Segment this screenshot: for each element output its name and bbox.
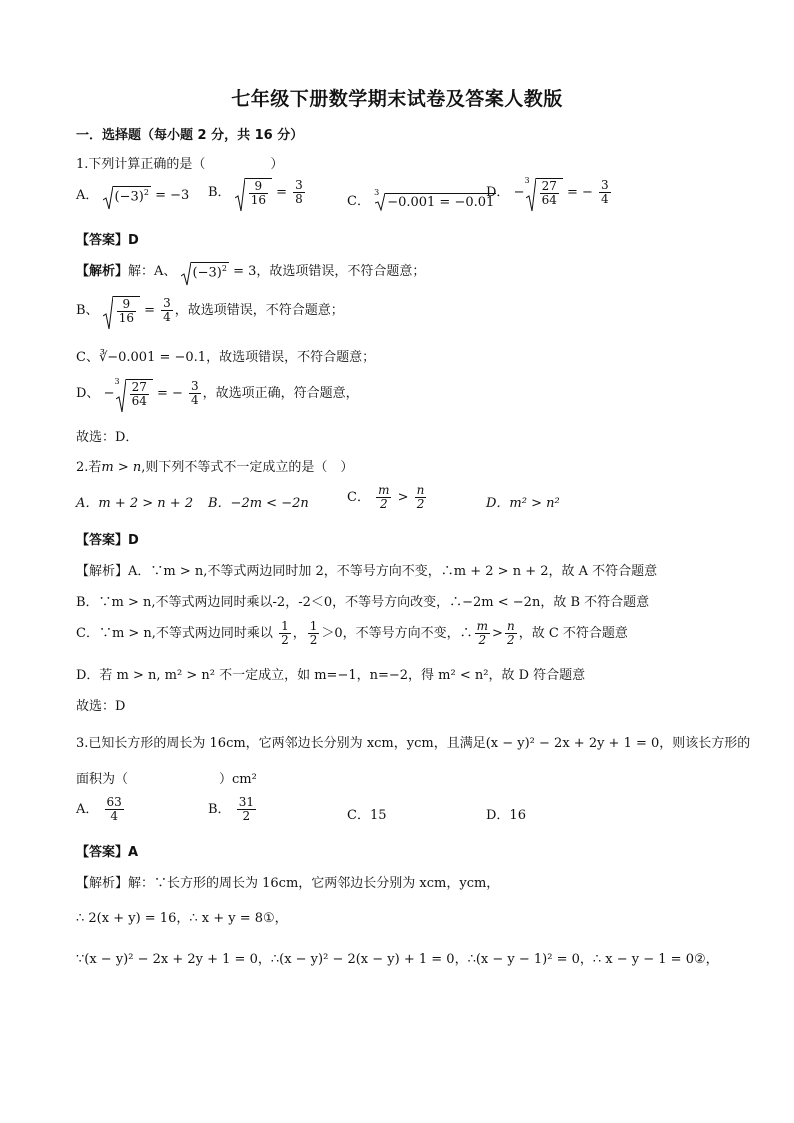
q1-option-b-label: B． bbox=[208, 185, 231, 201]
q1-option-a bbox=[76, 184, 189, 205]
q1-option-a-label: A． bbox=[76, 188, 99, 203]
q2-option-a: A．m + 2 > n + 2 bbox=[76, 496, 194, 511]
q3-analysis-3: ∵(x − y)² − 2x + 2y + 1 = 0，∴(x − y)² − 2(x − y) + 1 = 0，∴(x − y − 1)² = 0，∴ x − y − 1 = 0②， bbox=[76, 952, 719, 967]
q2-option-c: C． $\frac{m}{2}$ > $\frac{n}{2}$ bbox=[347, 483, 425, 512]
q2-analysis-d: D．若 m > n, m² > n² 不一定成立，如 m=−1，n=−2，得 m² < n²，故 D 符合题意 bbox=[76, 668, 586, 683]
q1-option-a-rhs: = −3 bbox=[155, 188, 190, 203]
q3-option-a: A． $\frac{63}{4}$ bbox=[76, 795, 122, 824]
q1-option-b: B． $\frac{9}{16}$ = $\frac{3}{8}$ bbox=[208, 178, 307, 207]
q1-answer: 【答案】D bbox=[76, 233, 139, 248]
q2-analysis-c: C．∵m > n,不等式两边同时乘以 $\frac{1}{2}$ ， $\frac{1}{2}$ ＞0，不等号方向不变，∴ $\frac{m}{2}$ > $\frac{n}{2}$ ，故 C 不符合题意 bbox=[76, 619, 628, 648]
q1-analysis-b: B、 $\frac{9}{16}$ = $\frac{3}{4}$ ，故选项错误，不符合题意； bbox=[76, 296, 344, 325]
q3-answer: 【答案】A bbox=[76, 845, 139, 860]
q3-analysis-1: 【解析】解：∵长方形的周长为 16cm，它两邻边长分别为 xcm，ycm， bbox=[76, 876, 500, 891]
q1-analysis-c: C、∛−0.001 = −0.1，故选项错误，不符合题意； bbox=[76, 350, 376, 365]
q1-option-c-label: C． bbox=[347, 194, 370, 209]
section-heading: 一．选择题（每小题 2 分，共 16 分） bbox=[76, 128, 304, 143]
q1-option-d-label: D． bbox=[486, 185, 510, 201]
q3-option-c: C．15 bbox=[347, 808, 387, 823]
q2-stem: 2.若m > n,则下列不等式不一定成立的是（ ） bbox=[76, 460, 354, 475]
page-title: 七年级下册数学期末试卷及答案人教版 bbox=[231, 88, 563, 110]
q1-option-d: D． −$^3$ $\frac{27}{64}$ = − $\frac{3}{4}$ bbox=[486, 178, 613, 207]
q1-analysis-a: 【解析】解：A、 $(-3)^2 = 3$，故选项错误，不符合题意； bbox=[76, 260, 425, 281]
q3-analysis-2: ∴ 2(x + y) = 16，∴ x + y = 8①， bbox=[76, 911, 288, 926]
q2-option-b: B．−2m < −2n bbox=[208, 496, 309, 511]
q2-analysis-a: 【解析】A．∵m > n,不等式两边同时加 2，不等号方向不变，∴m + 2 > n + 2，故 A 不符合题意 bbox=[76, 564, 658, 579]
q3-option-b: B． $\frac{31}{2}$ bbox=[208, 795, 254, 824]
q2-conclusion: 故选：D bbox=[76, 699, 126, 714]
q2-answer: 【答案】D bbox=[76, 533, 139, 548]
q1-conclusion: 故选：D． bbox=[76, 430, 139, 445]
sqrt-sign: $(-3)^2$ bbox=[103, 186, 151, 204]
q3-stem-line2: 面积为（ ）cm² bbox=[76, 772, 257, 787]
q1-option-c: C． $^3$ −0.001 = −0.01 bbox=[347, 188, 495, 210]
q2-analysis-b: B．∵m > n,不等式两边同时乘以-2，-2＜0，不等号方向改变，∴−2m < −2n，故 B 不符合题意 bbox=[76, 595, 650, 610]
q1-analysis-d: D、 −$^3$ $\frac{27}{64}$ = − $\frac{3}{4}$ ，故选项正确，符合题意， bbox=[76, 379, 359, 408]
q3-option-d: D．16 bbox=[486, 808, 526, 823]
q1-stem: 1.下列计算正确的是（ ） bbox=[76, 157, 284, 172]
q3-stem-line1: 3.已知长方形的周长为 16cm，它两邻边长分别为 xcm，ycm，且满足(x − y)² − 2x + 2y + 1 = 0，则该长方形的 bbox=[76, 736, 751, 751]
q2-option-d: D．m² > n² bbox=[486, 496, 560, 511]
